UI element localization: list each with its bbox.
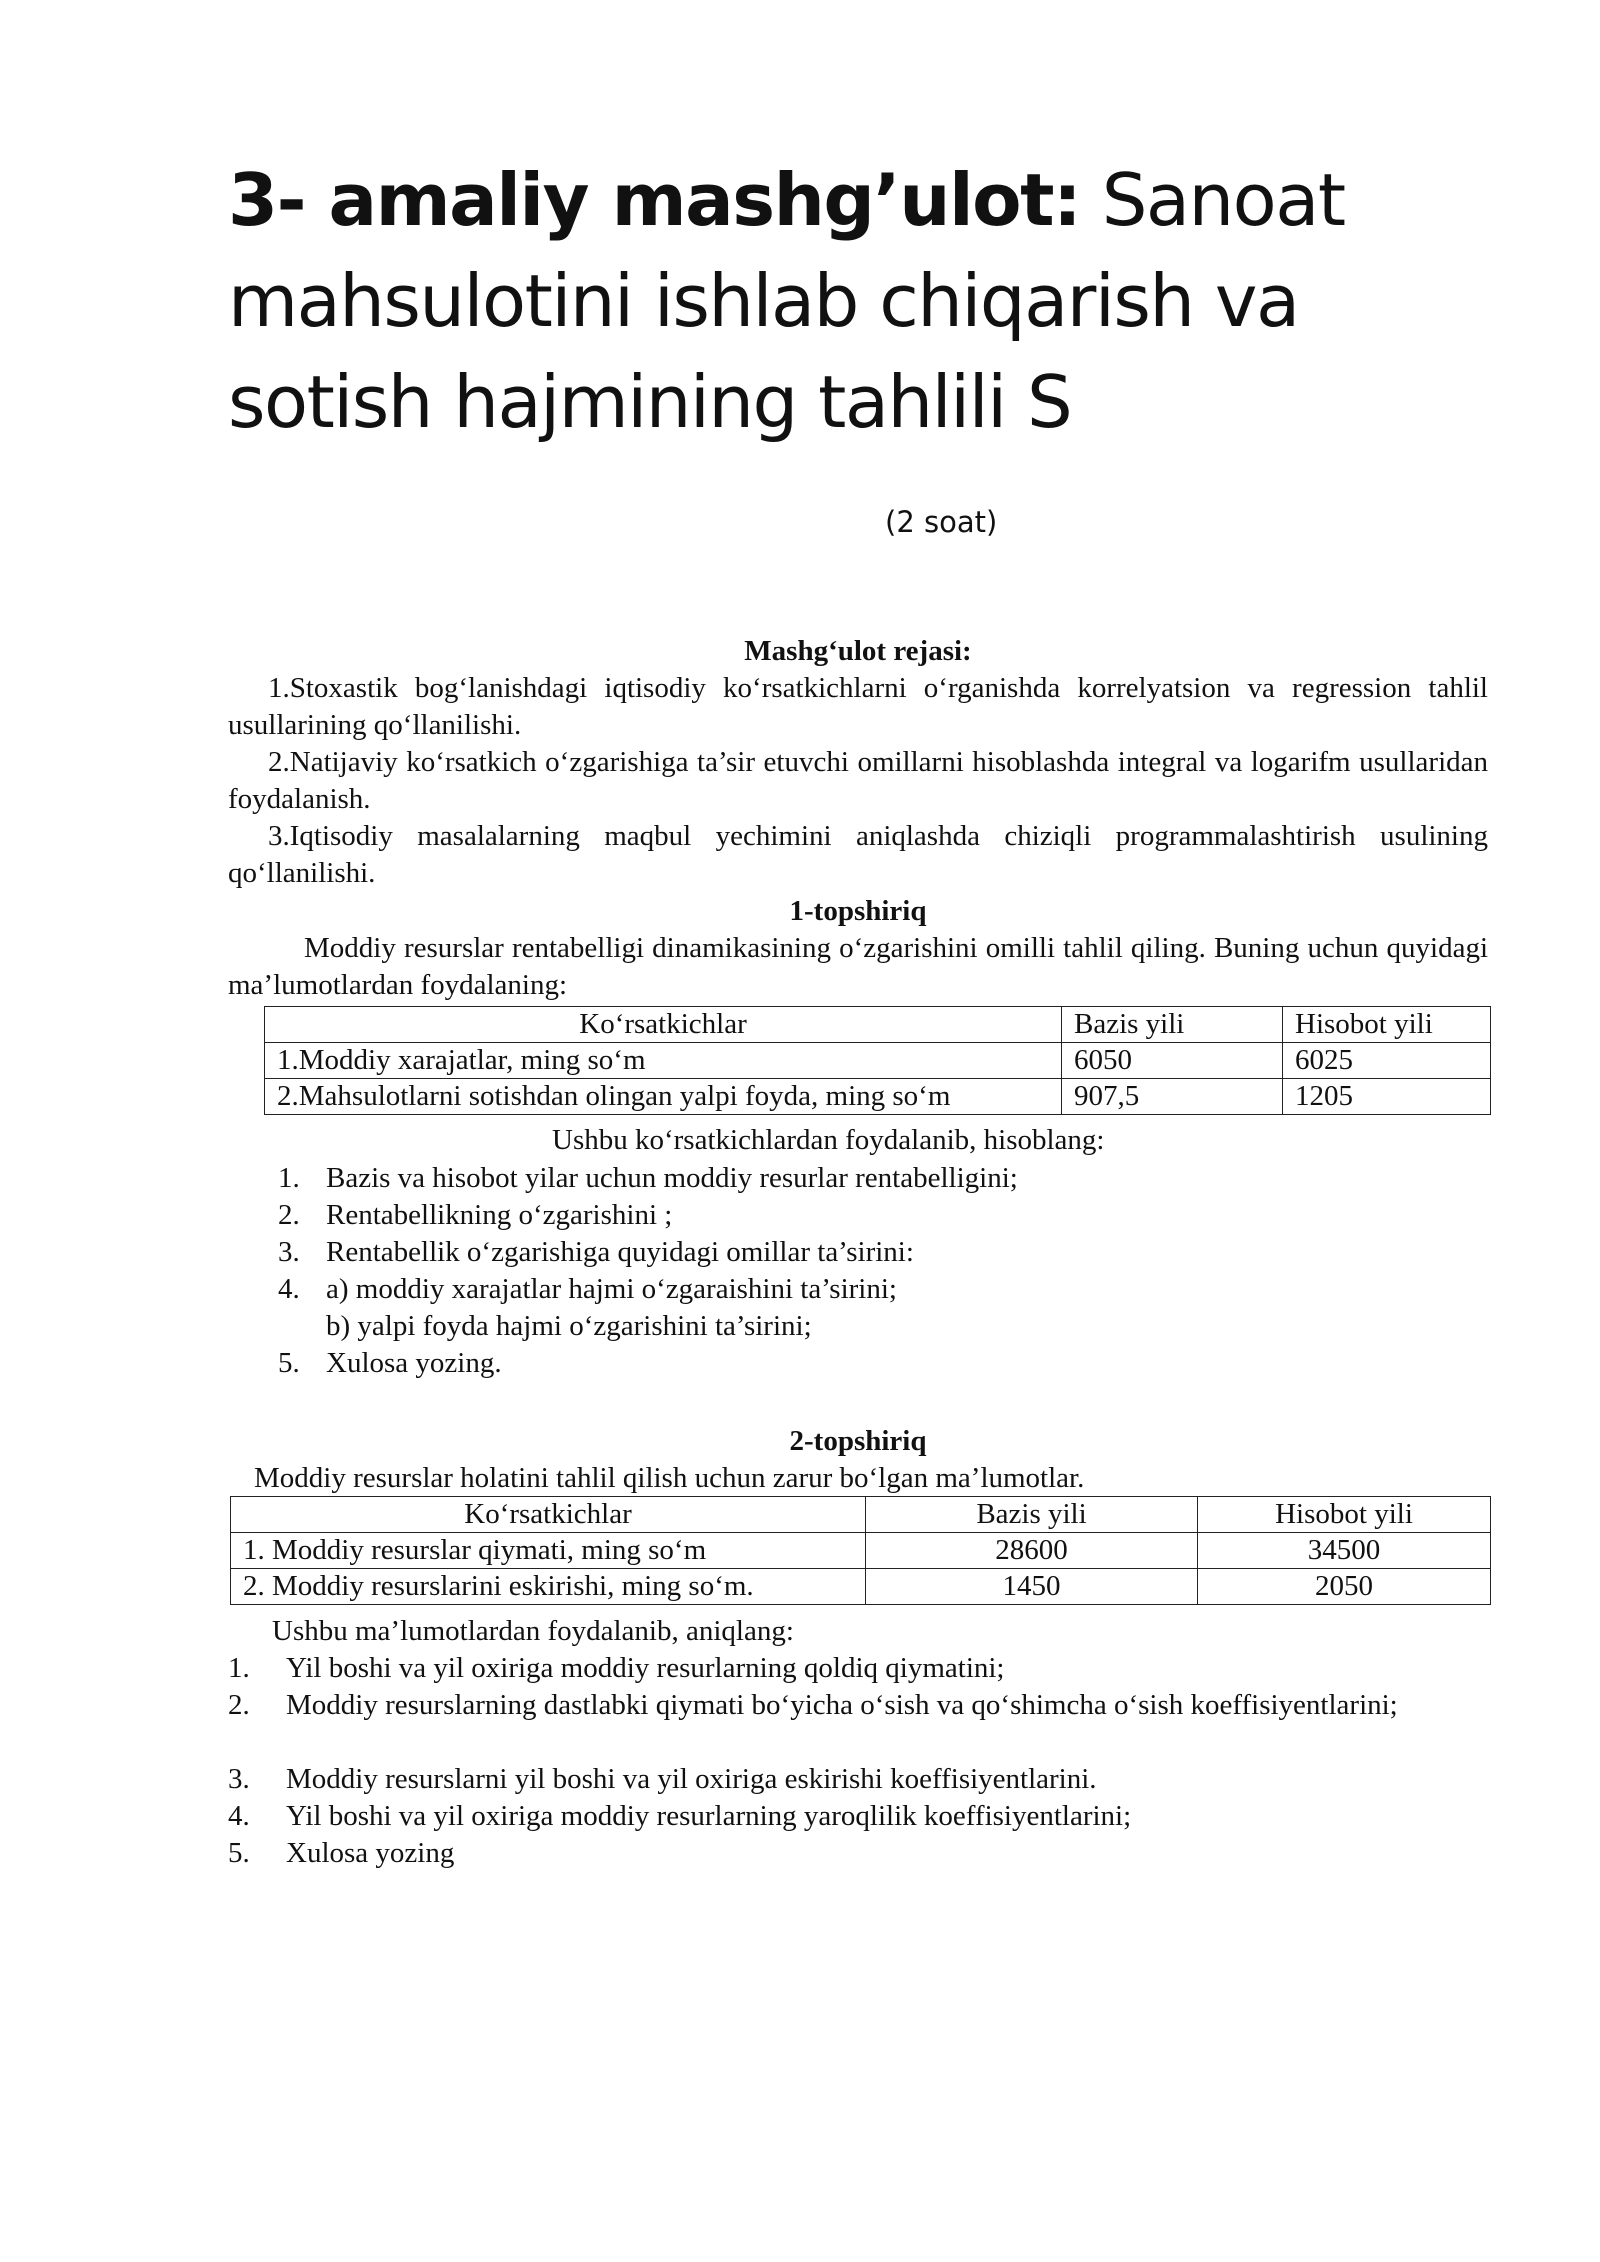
list-item-number: 3. <box>278 1236 300 1268</box>
list-item-text: Rentabellik o‘zgarishiga quyidagi omillar ta’sirini: <box>326 1236 914 1268</box>
list-item <box>228 1798 1490 1835</box>
list-item-text: Yil boshi va yil oxiriga moddiy resurlarning yaroqlilik koeffisiyentlarini; <box>286 1800 1132 1832</box>
title-line3: sotish hajmining tahlili S <box>228 360 1072 444</box>
plan-item-2: 2.Natijaviy ko‘rsatkich o‘zgarishiga ta’sir etuvchi omillarni hisoblashda integral va logarifm usullaridan foydalanish. <box>228 746 1488 815</box>
table-cell: 1.Moddiy xarajatlar, ming so‘m <box>265 1043 1062 1079</box>
list-item-text: Moddiy resurslarning dastlabki qiymati bo‘yicha o‘sish va qo‘shimcha o‘sish koeffisiyentlarini; <box>286 1689 1398 1721</box>
table-header-cell: Hisobot yili <box>1283 1007 1491 1043</box>
plan-item-3: 3.Iqtisodiy masalalarning maqbul yechimini aniqlashda chiziqli programmalashtirish usulining qo‘llanilishi. <box>228 820 1488 889</box>
list-item-text: b) yalpi foyda hajmi o‘zgarishini ta’sirini; <box>326 1310 812 1342</box>
list-item <box>228 1687 1490 1761</box>
list-item <box>278 1271 1478 1308</box>
task1-table <box>264 1006 1491 1115</box>
list-item <box>278 1160 1478 1197</box>
table-header-cell: Ko‘rsatkichlar <box>231 1497 866 1533</box>
list-item-text: a) moddiy xarajatlar hajmi o‘zgaraishini ta’sirini; <box>326 1273 897 1305</box>
table-row <box>265 1043 1491 1079</box>
table-row <box>265 1079 1491 1115</box>
list-item-number: 1. <box>278 1162 300 1194</box>
table-header-cell: Bazis yili <box>1062 1007 1283 1043</box>
plan-item-1: 1.Stoxastik bog‘lanishdagi iqtisodiy ko‘rsatkichlarni o‘rganishda korrelyatsion va regression tahlil usullarining qo‘llanilishi. <box>228 672 1488 741</box>
task2-intro: Moddiy resurslar holatini tahlil qilish uchun zarur bo‘lgan ma’lumotlar. <box>254 1462 1085 1494</box>
list-item-number: 5. <box>228 1837 250 1869</box>
title-bold-part: 3- amaliy mashg’ulot: <box>228 158 1081 242</box>
table-cell: 2.Mahsulotlarni sotishdan olingan yalpi foyda, ming so‘m <box>265 1079 1062 1115</box>
task1-list <box>278 1160 1478 1382</box>
task2-list <box>228 1650 1490 1872</box>
title-line2: mahsulotini ishlab chiqarish va <box>228 259 1299 343</box>
table-cell: 1450 <box>866 1569 1198 1605</box>
list-item-text: Xulosa yozing. <box>326 1347 502 1379</box>
list-item <box>228 1650 1490 1687</box>
table-header-cell: Bazis yili <box>866 1497 1198 1533</box>
list-item <box>278 1345 1478 1382</box>
task1-intro: Moddiy resurslar rentabelligi dinamikasining o‘zgarishini omilli tahlil qiling. Buning uchun quyidagi ma’lumotlardan foydalaning: <box>228 932 1488 1001</box>
list-item <box>278 1308 1478 1345</box>
table-header-row <box>265 1007 1491 1043</box>
list-item <box>278 1234 1478 1271</box>
task1-instruction: Ushbu ko‘rsatkichlardan foydalanib, hisoblang: <box>552 1124 1105 1156</box>
plan-heading: Mashg‘ulot rejasi: <box>744 635 972 667</box>
page-title <box>228 150 1378 453</box>
table-cell: 2050 <box>1198 1569 1491 1605</box>
table-cell: 6050 <box>1062 1043 1283 1079</box>
list-item-text: Rentabellikning o‘zgarishini ; <box>326 1199 673 1231</box>
list-item-text: Xulosa yozing <box>286 1837 455 1869</box>
list-item-number: 5. <box>278 1347 300 1379</box>
list-item-text: Yil boshi va yil oxiriga moddiy resurlarning qoldiq qiymatini; <box>286 1652 1005 1684</box>
list-item <box>228 1761 1490 1798</box>
list-item <box>278 1197 1478 1234</box>
table-cell: 6025 <box>1283 1043 1491 1079</box>
table-row <box>231 1569 1491 1605</box>
list-item-number: 3. <box>228 1763 250 1795</box>
list-item-number: 2. <box>228 1689 250 1721</box>
table-cell: 1. Moddiy resurslar qiymati, ming so‘m <box>231 1533 866 1569</box>
task2-heading: 2-topshiriq <box>789 1425 927 1457</box>
list-item-number: 4. <box>278 1273 300 1305</box>
table-cell: 1205 <box>1283 1079 1491 1115</box>
list-item-number: 1. <box>228 1652 250 1684</box>
list-item-number: 2. <box>278 1199 300 1231</box>
table-cell: 34500 <box>1198 1533 1491 1569</box>
hours-label: (2 soat) <box>885 505 998 539</box>
table-cell: 2. Moddiy resurslarini eskirishi, ming so‘m. <box>231 1569 866 1605</box>
table-cell: 28600 <box>866 1533 1198 1569</box>
list-item-text: Bazis va hisobot yilar uchun moddiy resurlar rentabelligini; <box>326 1162 1018 1194</box>
task2-instruction: Ushbu ma’lumotlardan foydalanib, aniqlang: <box>272 1615 794 1647</box>
table-cell: 907,5 <box>1062 1079 1283 1115</box>
task1-heading: 1-topshiriq <box>789 895 927 927</box>
table-header-cell: Ko‘rsatkichlar <box>265 1007 1062 1043</box>
title-line1-rest: Sanoat <box>1101 158 1345 242</box>
task2-table <box>230 1496 1491 1605</box>
list-item <box>228 1835 1490 1872</box>
table-header-cell: Hisobot yili <box>1198 1497 1491 1533</box>
table-header-row <box>231 1497 1491 1533</box>
list-item-number: 4. <box>228 1800 250 1832</box>
table-row <box>231 1533 1491 1569</box>
list-item-text: Moddiy resurslarni yil boshi va yil oxiriga eskirishi koeffisiyentlarini. <box>286 1763 1097 1795</box>
